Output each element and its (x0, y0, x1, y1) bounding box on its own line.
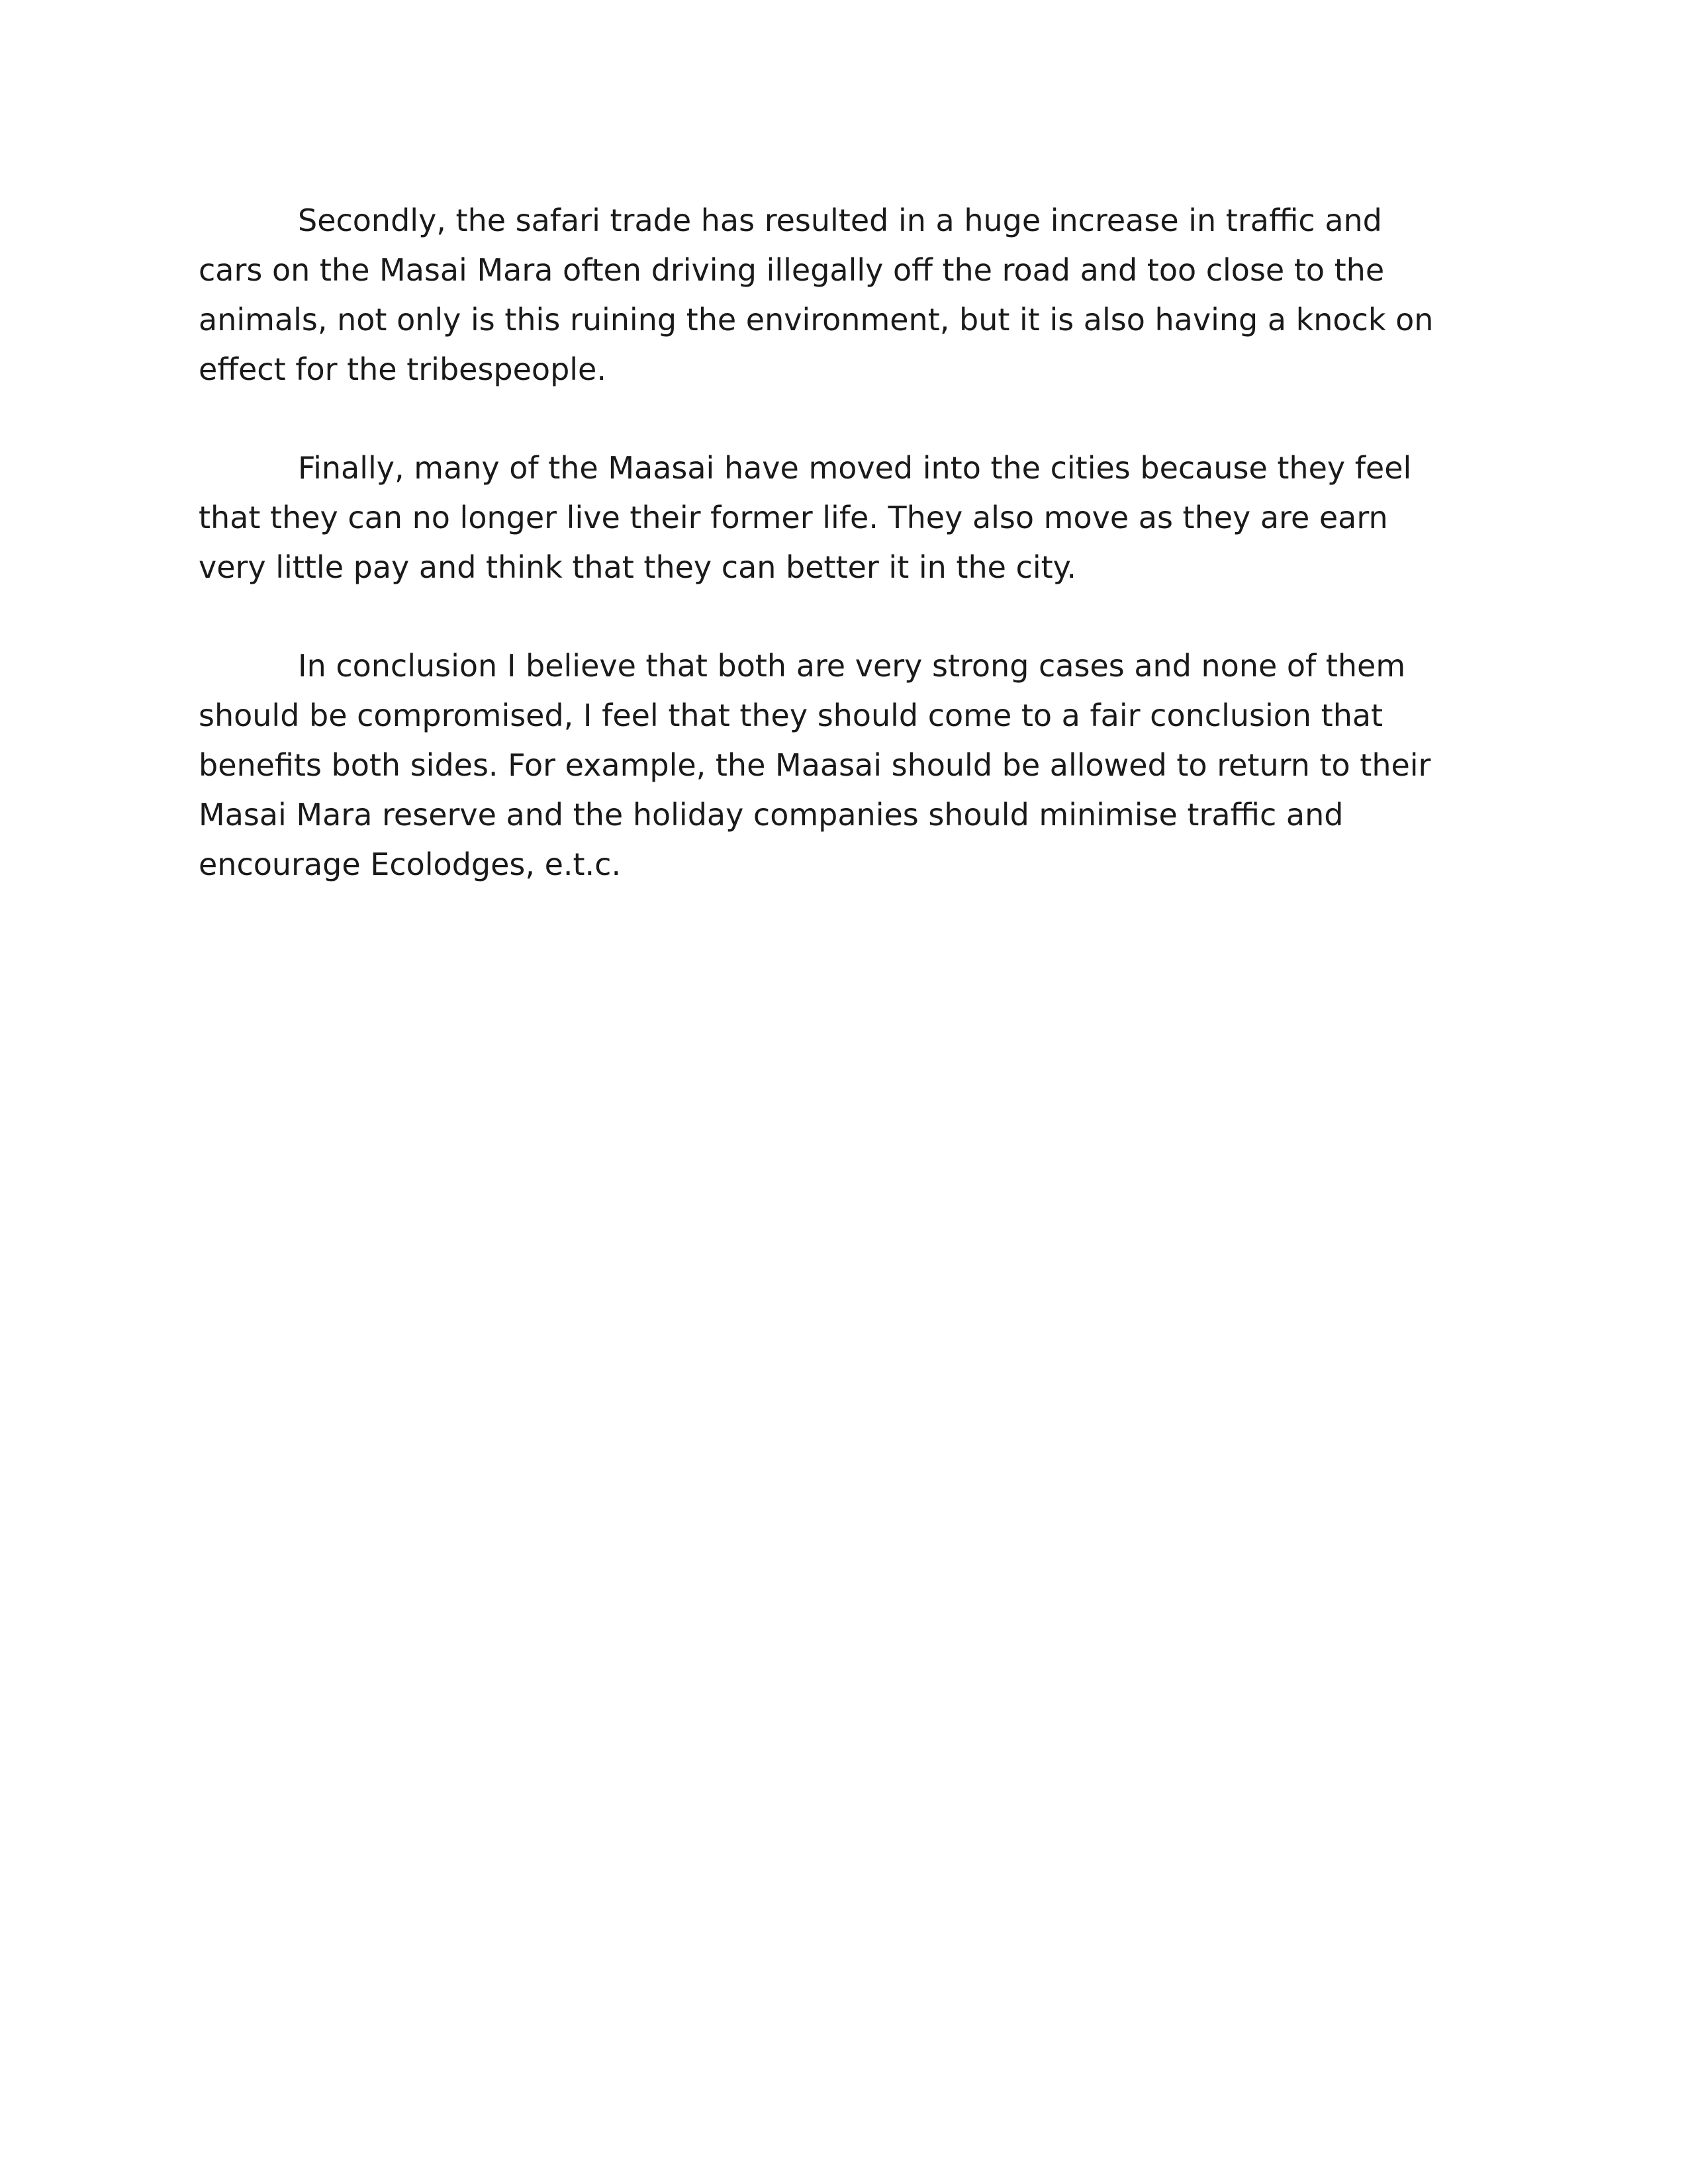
paragraph-line: animals, not only is this ruining the environment, but it is also having a knock on (199, 302, 1434, 338)
paragraph-traffic (199, 196, 1496, 394)
paragraph-conclusion (199, 641, 1496, 889)
paragraph-line: effect for the tribespeople. (199, 351, 606, 387)
paragraph-cities (199, 443, 1496, 592)
paragraph-line: that they can no longer live their former life. They also move as they are earn (199, 500, 1388, 535)
paragraph-line: In conclusion I believe that both are very strong cases and none of them (298, 648, 1406, 684)
paragraph-line: cars on the Masai Mara often driving illegally off the road and too close to the (199, 252, 1385, 288)
paragraph-line: should be compromised, I feel that they should come to a fair conclusion that (199, 698, 1383, 733)
paragraph-line: benefits both sides. For example, the Maasai should be allowed to return to their (199, 747, 1431, 783)
document-body (199, 196, 1496, 938)
paragraph-line: Masai Mara reserve and the holiday companies should minimise traffic and (199, 797, 1344, 833)
paragraph-line: Finally, many of the Maasai have moved into the cities because they feel (298, 450, 1412, 486)
paragraph-line: Secondly, the safari trade has resulted in a huge increase in traffic and (298, 203, 1382, 238)
paragraph-line: encourage Ecolodges, e.t.c. (199, 846, 622, 882)
paragraph-line: very little pay and think that they can better it in the city. (199, 549, 1076, 585)
